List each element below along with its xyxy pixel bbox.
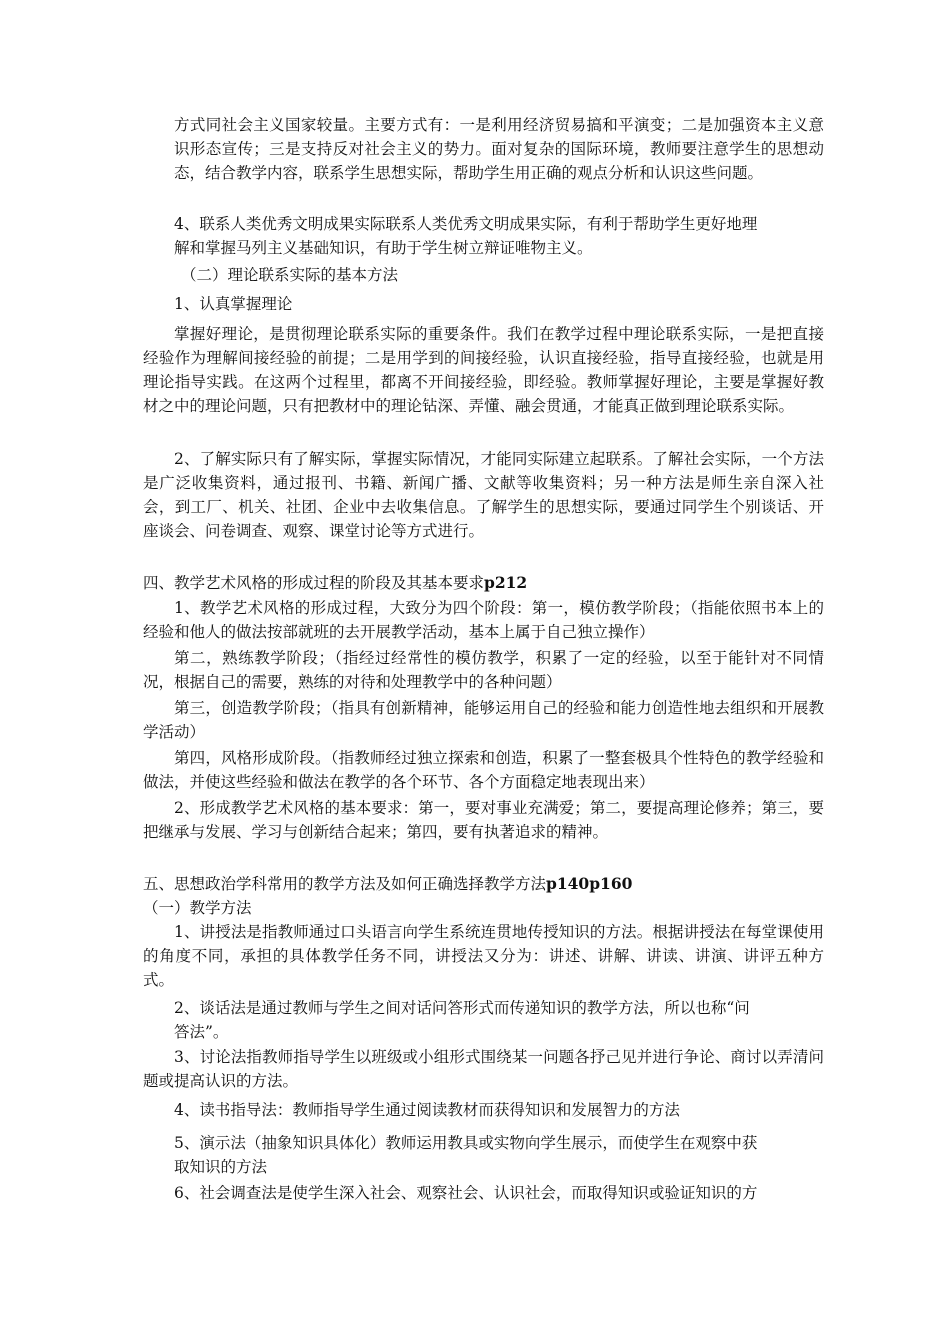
paragraph-social-survey-method: 6、社会调查法是使学生深入社会、观察社会、认识社会，而取得知识或验证知识的方 bbox=[174, 1184, 758, 1202]
section-heading-5-page-ref: p140p160 bbox=[546, 874, 633, 893]
section-heading-5 bbox=[143, 872, 824, 896]
paragraph-conversation-method: 2、谈话法是通过教师与学生之间对话问答形式而传递知识的教学方法，所以也称“问 bbox=[174, 999, 750, 1017]
section-heading-4-text: 四、教学艺术风格的形成过程的阶段及其基本要求 bbox=[143, 574, 485, 592]
paragraph-stage-four: 第四，风格形成阶段。（指教师经过独立探索和创造，积累了一整套极具个性特色的教学经验和做法，并使这些经验和做法在教学的各个环节、各个方面稳定地表现出来） bbox=[143, 749, 824, 791]
section-heading-4-page-ref: p212 bbox=[484, 573, 528, 592]
paragraph-lecture-method: 1、讲授法是指教师通过口头语言向学生系统连贯地传授知识的方法。根据讲授法在每堂课使用的角度不同，承担的具体教学任务不同，讲授法又分为：讲述、讲解、讲读、讲演、讲评五种方式。 bbox=[143, 923, 824, 989]
subheading-teaching-methods: （一）教学方法 bbox=[143, 899, 252, 917]
paragraph-style-stages: 1、教学艺术风格的形成过程，大致分为四个阶段：第一，模仿教学阶段；（指能依照书本上的经验和他人的做法按部就班的去开展教学活动，基本上属于自己独立操作） bbox=[143, 599, 824, 641]
paragraph-demonstration-method-cont: 取知识的方法 bbox=[174, 1158, 268, 1176]
paragraph-discussion-method: 3、讨论法指教师指导学生以班级或小组形式围绕某一问题各抒己见并进行争论、商讨以弄清问题或提高认识的方法。 bbox=[143, 1048, 824, 1090]
paragraph-conversation-method-cont: 答法”。 bbox=[174, 1023, 229, 1041]
paragraph-stage-two: 第二，熟练教学阶段；（指经过经常性的模仿教学，积累了一定的经验，以至于能针对不同情况，根据自己的需要，熟练的对待和处理教学中的各种问题） bbox=[143, 649, 824, 691]
subheading-basic-methods: （二）理论联系实际的基本方法 bbox=[181, 266, 399, 284]
section-heading-4 bbox=[143, 571, 824, 595]
section-heading-5-text: 五、思想政治学科常用的教学方法及如何正确选择教学方法 bbox=[143, 875, 547, 893]
paragraph-stage-three: 第三，创造教学阶段；（指具有创新精神，能够运用自己的经验和能力创造性地去组织和开展教学活动） bbox=[143, 699, 824, 741]
paragraph-civilization-point-cont: 解和掌握马列主义基础知识，有助于学生树立辩证唯物主义。 bbox=[174, 239, 593, 257]
paragraph-master-theory: 掌握好理论，是贯彻理论联系实际的重要条件。我们在教学过程中理论联系实际，一是把直接经验作为理解间接经验的前提；二是用学到的间接经验，认识直接经验，指导直接经验，也就是用理论指导实践。在这两个过程里，都离不开间接经验，即经验。教师掌握好理论，主要是掌握好教材之中的理论问题，只有把教材中的理论钻深、弄懂、融会贯通，才能真正做到理论联系实际。 bbox=[143, 325, 824, 415]
paragraph-understand-reality: 2、了解实际只有了解实际，掌握实际情况，才能同实际建立起联系。了解社会实际，一个方法是广泛收集资料，通过报刊、书籍、新闻广播、文献等收集资料；另一种方法是师生亲自深入社会，到工厂、机关、社团、企业中去收集信息。了解学生的思想实际，要通过同学生个别谈话、开座谈会、问卷调查、观察、课堂讨论等方式进行。 bbox=[143, 450, 824, 540]
paragraph-demonstration-method: 5、演示法（抽象知识具体化）教师运用教具或实物向学生展示，而使学生在观察中获 bbox=[174, 1134, 758, 1152]
paragraph-international-environment: 方式同社会主义国家较量。主要方式有：一是利用经济贸易搞和平演变；二是加强资本主义意识形态宣传；三是支持反对社会主义的势力。面对复杂的国际环境，教师要注意学生的思想动态，结合教学内容，联系学生思想实际，帮助学生用正确的观点分析和认识这些问题。 bbox=[174, 116, 824, 182]
paragraph-master-theory-title: 1、认真掌握理论 bbox=[174, 295, 293, 313]
paragraph-civilization-point: 4、联系人类优秀文明成果实际联系人类优秀文明成果实际，有利于帮助学生更好地理 bbox=[174, 215, 758, 233]
paragraph-reading-guidance-method: 4、读书指导法：教师指导学生通过阅读教材而获得知识和发展智力的方法 bbox=[174, 1101, 680, 1119]
paragraph-style-requirements: 2、形成教学艺术风格的基本要求：第一，要对事业充满爱；第二，要提高理论修养；第三，要把继承与发展、学习与创新结合起来；第四，要有执著追求的精神。 bbox=[143, 799, 824, 841]
